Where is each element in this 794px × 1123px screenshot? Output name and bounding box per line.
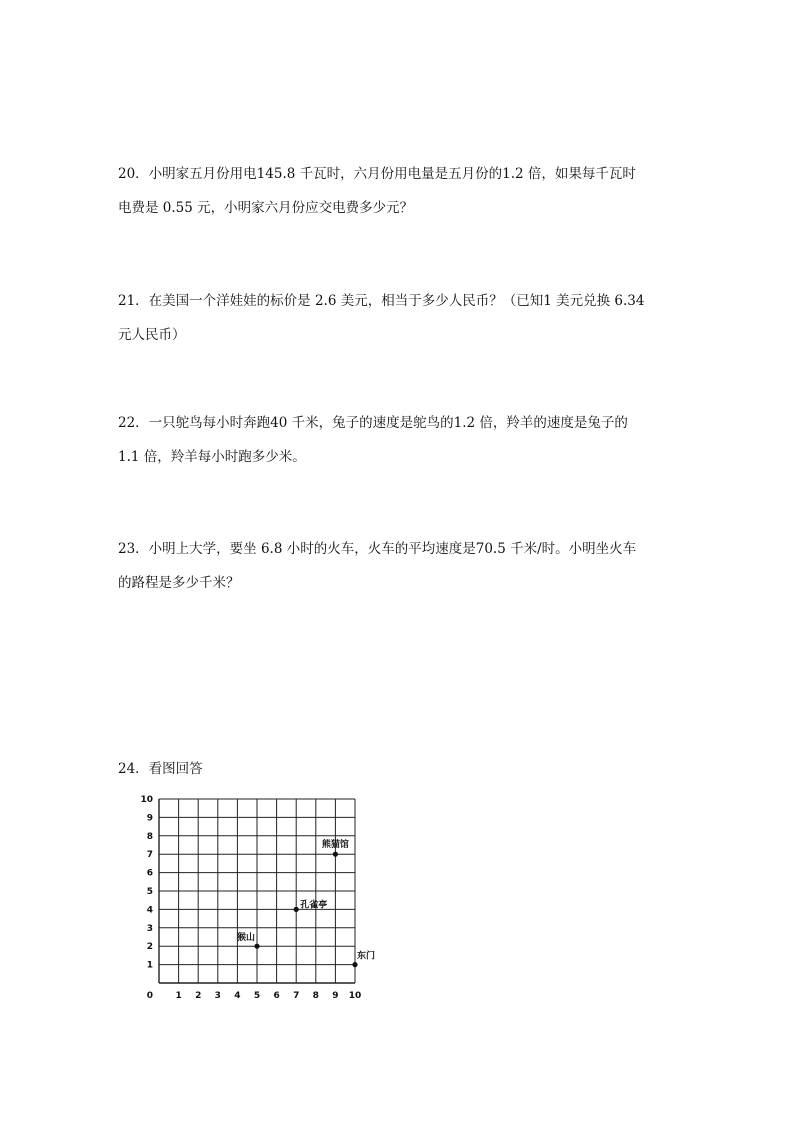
y-tick-label: 2 <box>146 942 153 953</box>
y-tick-label: 8 <box>146 831 153 842</box>
question-22-line-1: 22．一只鸵鸟每小时奔跑40 千米，兔子的速度是鸵鸟的1.2 倍，羚羊的速度是兔子的 <box>118 415 628 431</box>
y-tick-label: 5 <box>146 887 153 897</box>
x-tick-label: 6 <box>273 991 280 1001</box>
question-24-title: 24．看图回答 <box>118 761 203 777</box>
point-marker <box>333 852 338 857</box>
x-tick-label: 2 <box>195 991 202 1001</box>
question-23-line-1: 23．小明上大学，要坐 6.8 小时的火车，火车的平均速度是70.5 千米/时。小明坐火车 <box>118 541 637 557</box>
point-label: 东门 <box>357 951 376 962</box>
question-23 <box>118 532 678 600</box>
question-21-line-2: 元人民币） <box>118 327 186 343</box>
point-marker <box>352 962 357 967</box>
y-tick-label: 3 <box>146 923 153 934</box>
x-tick-label: 9 <box>332 991 339 1001</box>
point-label: 猴山 <box>236 933 255 944</box>
y-tick-label: 9 <box>146 813 153 824</box>
y-tick-label: 7 <box>146 850 153 861</box>
y-tick-label: 1 <box>146 960 153 971</box>
point-label: 孔雀亭 <box>300 900 328 911</box>
point-marker <box>254 944 259 949</box>
x-tick-label: 4 <box>234 991 241 1001</box>
question-22-line-2: 1.1 倍，羚羊每小时跑多少米。 <box>118 449 306 465</box>
question-21 <box>118 284 678 352</box>
question-23-line-2: 的路程是多少千米？ <box>118 575 240 591</box>
y-tick-label: 6 <box>146 868 153 879</box>
coordinate-grid <box>138 790 388 1012</box>
question-20-line-1: 20．小明家五月份用电145.8 千瓦时，六月份用电量是五月份的1.2 倍，如果每千瓦时 <box>118 166 636 182</box>
x-tick-label: 7 <box>293 991 300 1001</box>
y-tick-label: 10 <box>140 795 153 805</box>
question-24 <box>118 752 678 786</box>
point-label: 熊猫馆 <box>321 840 349 851</box>
x-tick-label: 8 <box>312 991 319 1001</box>
question-22 <box>118 406 678 474</box>
question-21-line-1: 21．在美国一个洋娃娃的标价是 2.6 美元，相当于多少人民币？（已知1 美元兑换 6.34 <box>118 293 645 309</box>
x-tick-label: 5 <box>253 991 261 1001</box>
point-marker <box>294 907 299 912</box>
question-20 <box>118 157 678 225</box>
x-tick-label: 3 <box>214 991 221 1001</box>
y-tick-label: 4 <box>146 905 153 916</box>
x-tick-label: 10 <box>348 991 362 1001</box>
question-20-line-2: 电费是 0.55 元，小明家六月份应交电费多少元？ <box>118 200 414 216</box>
origin-label: 0 <box>146 991 153 1001</box>
x-tick-label: 1 <box>175 991 182 1001</box>
coordinate-grid-figure <box>138 790 388 1012</box>
